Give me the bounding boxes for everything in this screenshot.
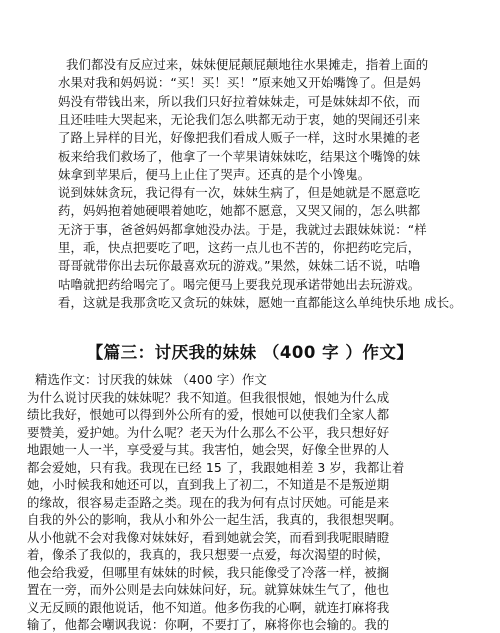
text-line: 着，像杀了我似的，我真的，我只想要一点爱，每次渴望的时候，	[27, 547, 390, 562]
text-line: 义无反顾的跟他说话，他不知道。他多伤我的心啊，就连打麻将我	[27, 599, 390, 615]
text-line: 绩比我好，恨她可以得到外公所有的爱，恨她可以使我们全家人都	[27, 407, 390, 422]
text-line: 她，小时候我和她还可以，直到我上了初二，不知道是不是叛逆期	[27, 477, 390, 492]
text-line: 地跟她一人一半，享受爱与其。我害怕，她会哭，好像全世界的人	[27, 442, 390, 457]
text-line: 里，乖，快点把要吃了吧，这药一点儿也不苦的，你把药吃完后，	[58, 240, 421, 255]
text-line: 妈没有带钱出来，所以我们只好拉着妹妹走，可是妹妹却不依，而	[58, 93, 421, 109]
text-line: 自我的外公的影响，我从小和外公一起生活，我真的，我很想哭啊。	[27, 512, 402, 527]
text-line: 妹拿到苹果后，便马上止住了哭声。还真的是个小馋鬼。	[58, 166, 371, 182]
text-line: 无济于事，爸爸妈妈都拿她没办法。于是，我就过去跟妹妹说：“样	[58, 221, 427, 237]
text-line: 板来给我们救场了，他拿了一个苹果请妹妹吃，结果这个嘴馋的妹	[58, 148, 421, 164]
text-line: 他会给我爱，但哪里有妹妹的时候，我只能像受了冷落一样，被搁	[27, 564, 390, 580]
text-line: 了路上异样的目光，好像把我们看成人贩子一样，这时水果摊的老	[58, 130, 421, 146]
section-heading: 【篇三：讨厌我的妹妹 （400 字 ）作文】	[86, 343, 414, 362]
text-line: 哥哥就带你出去玩你最喜欢玩的游戏。”果然，妹妹二话不说，咕噜	[58, 258, 421, 274]
text-line: 药，妈妈抱着她硬喂着她吃，她都不愿意，又哭又闹的，怎么哄都	[58, 203, 421, 219]
text-line: 从小他就不会对我像对妹妹好，看到她就会笑，而看到我呢眼睛瞪	[27, 529, 390, 545]
text-line: 为什么说讨厌我的妹妹呢？我不知道。但我很恨她，恨她为什么成	[27, 389, 390, 405]
text-line: 看，这就是我那贪吃又贪玩的妹妹，愿她一直都能这么单纯快乐地 成长。	[58, 294, 462, 310]
text-line: 都会爱她，只有我。我现在已经 15 了，我跟她相差 3 岁，我都让着	[27, 459, 405, 475]
text-line: 咕噜就把药给喝完了。喝完便马上要我兑现承诺带她出去玩游戏。	[58, 276, 421, 292]
text-line: 要赞美，爱护她。为什么呢？老天为什么那么不公平，我只想好好	[27, 424, 390, 440]
text-line: 水果对我和妈妈说：“买！买！买！”原来她又开始嘴馋了。但是妈	[58, 75, 421, 91]
text-line: 输了，他都会嘲讽我说：你啊，不要打了，麻将你也会输的。我的	[27, 617, 390, 632]
text-line: 说到妹妹贪玩，我记得有一次，妹妹生病了，但是她就是不愿意吃	[58, 185, 421, 201]
text-line: 的缘故，很容易走歪路之类。现在的我为何有点讨厌她。可能是来	[27, 494, 390, 510]
text-line: 且还哇哇大哭起来，无论我们怎么哄都无动于衷，她的哭闹还引来	[58, 111, 421, 127]
text-line: 我们都没有反应过来，妹妹便屁颠屁颠地往水果摊走，指着上面的	[66, 57, 429, 72]
text-line: 精选作文：讨厌我的妹妹 （400 字）作文	[35, 372, 267, 387]
text-line: 置在一旁，而外公则是去向妹妹问好，玩。就算妹妹生气了，他也	[27, 582, 390, 597]
